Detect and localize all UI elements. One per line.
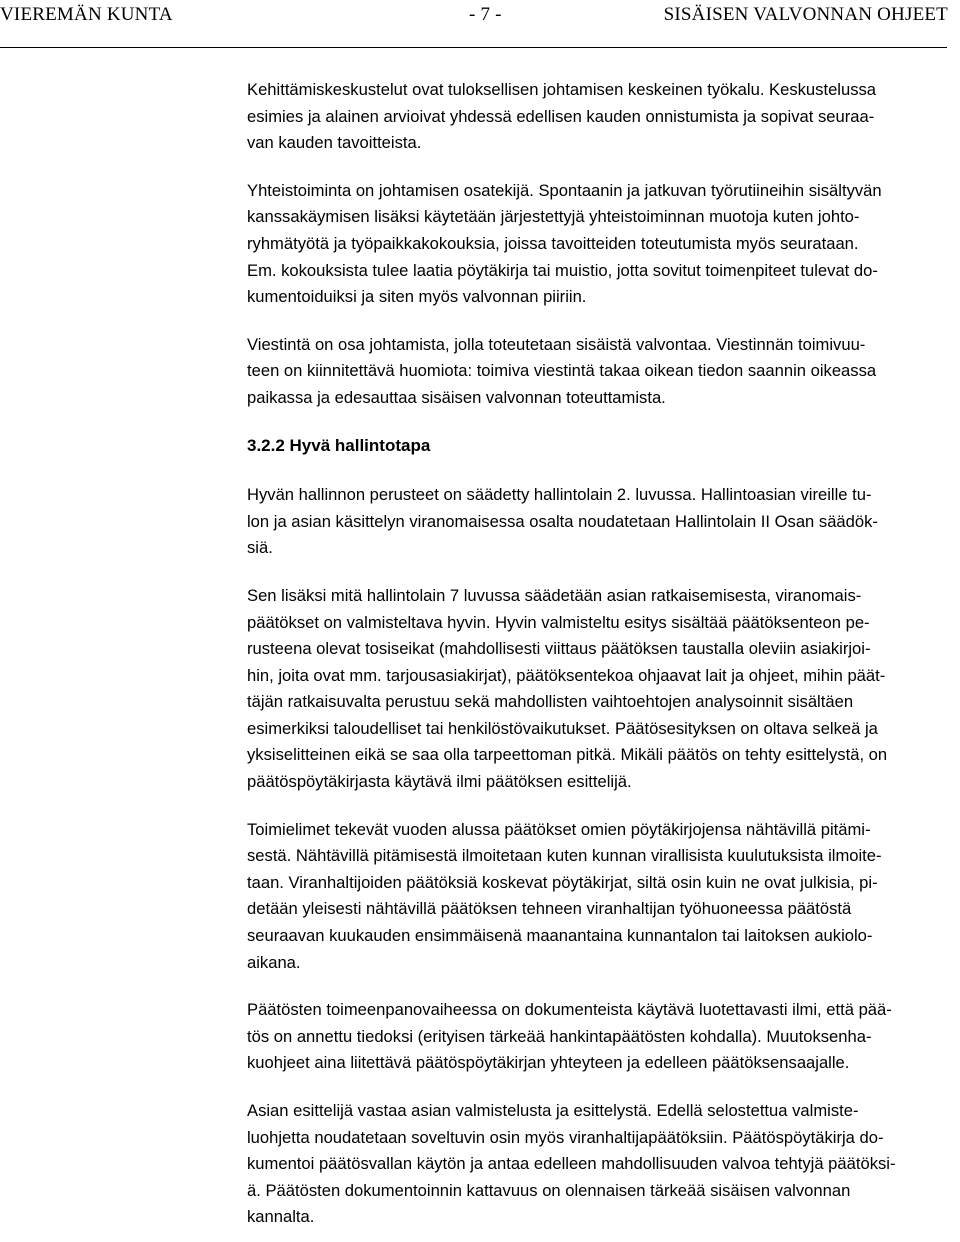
text-line: esimies ja alainen arvioivat yhdessä edellisen kauden onnistumista ja sopivat seuraa-: [247, 106, 875, 126]
text-line: Kehittämiskeskustelut ovat tuloksellisen johtamisen keskeinen työkalu. Keskustelussa: [247, 80, 877, 99]
text-line: siä.: [247, 538, 273, 558]
text-line: teen on kiinnitettävä huomiota: toimiva viestintä takaa oikean tiedon saannin oikeassa: [247, 361, 877, 381]
text-line: kanssakäymisen lisäksi käytetään järjestettyjä yhteistoiminnan muotoja kuten johto-: [247, 207, 860, 227]
text-line: sestä. Nähtävillä pitämisestä ilmoitetaan kuten kunnan virallisista kuulutuksista ilmoite-: [247, 846, 882, 866]
text-line: Em. kokouksista tulee laatia pöytäkirja tai muistio, jotta sovitut toimenpiteet tulevat do-: [247, 260, 878, 280]
paragraph-cooperation: [247, 178, 960, 311]
document-body: [247, 77, 960, 1231]
paragraph-minutes-publicity: [247, 817, 960, 977]
paragraph-good-governance-basis: [247, 482, 960, 562]
text-line: yksiselitteinen eikä se saa olla tarpeettoman pitkä. Mikäli päätös on tehty esittelystä, on: [247, 745, 888, 765]
text-line: ä. Päätösten dokumentoinnin kattavuus on olennaisen tärkeää sisäisen valvonnan: [247, 1180, 851, 1200]
text-line: luohjetta noudatetaan soveltuvin osin myös viranhaltijapäätöksiin. Päätöspöytäkirja do-: [247, 1127, 884, 1147]
text-line: Hyvän hallinnon perusteet on säädetty hallintolain 2. luvussa. Hallintoasian vireille tu-: [247, 485, 872, 505]
text-line: lon ja asian käsittelyn viranomaisessa osalta noudatetaan Hallintolain II Osan säädök-: [247, 511, 878, 531]
text-line: aikana.: [247, 952, 301, 972]
header-document-title: SISÄISEN VALVONNAN OHJEET: [663, 4, 948, 25]
header-rule: [0, 47, 947, 48]
text-line: Asian esittelijä vastaa asian valmistelusta ja esittelystä. Edellä selostettua valmiste-: [247, 1101, 859, 1120]
text-line: Toimielimet tekevät vuoden alussa päätökset omien pöytäkirjojensa nähtävillä pitämi-: [247, 819, 871, 839]
paragraph-decision-preparation: [247, 583, 960, 796]
paragraph-communication: [247, 332, 960, 412]
text-line: kumentoiduiksi ja siten myös valvonnan piiriin.: [247, 287, 587, 307]
text-line: hin, joita ovat mm. tarjousasiakirjat), päätöksentekoa ohjaavat lait ja ohjeet, mihin päät-: [247, 665, 886, 685]
text-line: kuohjeet aina liitettävä päätöspöytäkirjan yhteyteen ja edelleen päätöksensaajalle.: [247, 1053, 850, 1073]
section-heading: 3.2.2 Hyvä hallintotapa: [247, 435, 431, 455]
text-line: ryhmätyötä ja työpaikkakokouksia, joissa tavoitteiden toteutumista myös seurataan.: [247, 233, 859, 253]
text-line: tös on annettu tiedoksi (erityisen tärkeää hankintapäätösten kohdalla). Muutoksenha-: [247, 1026, 872, 1046]
text-line: Yhteistoiminta on johtamisen osatekijä. Spontaanin ja jatkuvan työrutiineihin sisältyvän: [247, 180, 882, 200]
text-line: päätöspöytäkirjasta käytävä ilmi päätöksen esittelijä.: [247, 772, 632, 792]
text-line: kannalta.: [247, 1207, 315, 1227]
text-line: Sen lisäksi mitä hallintolain 7 luvussa säädetään asian ratkaisemisesta, viranomais-: [247, 585, 862, 605]
text-line: täjän ratkaisuvalta perustuu sekä mahdollisten vaihtoehtojen analysoinnit sisältäen: [247, 692, 854, 712]
paragraph-development-discussions: [247, 77, 960, 157]
paragraph-implementation: [247, 997, 960, 1077]
header-page-number: - 7 -: [469, 4, 502, 25]
text-line: päätökset on valmisteltava hyvin. Hyvin valmisteltu esitys sisältää päätöksenteon pe-: [247, 612, 870, 632]
text-line: Päätösten toimeenpanovaiheessa on dokumenteista käytävä luotettavasti ilmi, että pää-: [247, 1000, 892, 1020]
text-line: esimerkiksi taloudelliset tai henkilöstövaikutukset. Päätösesityksen on oltava selkeä ja: [247, 718, 878, 738]
text-line: van kauden tavoitteista.: [247, 133, 422, 153]
header-organization: VIEREMÄN KUNTA: [0, 4, 173, 25]
page-header: [0, 4, 960, 30]
text-line: paikassa ja edesauttaa sisäisen valvonnan toteuttamista.: [247, 387, 666, 407]
paragraph-presenter-responsibility: [247, 1098, 960, 1231]
text-line: seuraavan kuukauden ensimmäisenä maanantaina kunnantalon tai laitoksen aukiolo-: [247, 926, 873, 946]
text-line: detään yleisesti nähtävillä päätöksen tehneen viranhaltijan työhuoneessa päätöstä: [247, 899, 852, 919]
text-line: taan. Viranhaltijoiden päätöksiä koskevat pöytäkirjat, siltä osin kuin ne ovat julkisia, pi-: [247, 872, 878, 892]
text-line: rusteena olevat tosiseikat (mahdollisesti viittaus päätöksen taustalla oleviin asiakirjoi-: [247, 639, 871, 659]
text-line: Viestintä on osa johtamista, jolla toteutetaan sisäistä valvontaa. Viestinnän toimivuu-: [247, 334, 866, 354]
text-line: kumentoi päätösvallan käytön ja antaa edelleen mahdollisuuden valvoa tehtyjä päätöksi-: [247, 1154, 896, 1174]
